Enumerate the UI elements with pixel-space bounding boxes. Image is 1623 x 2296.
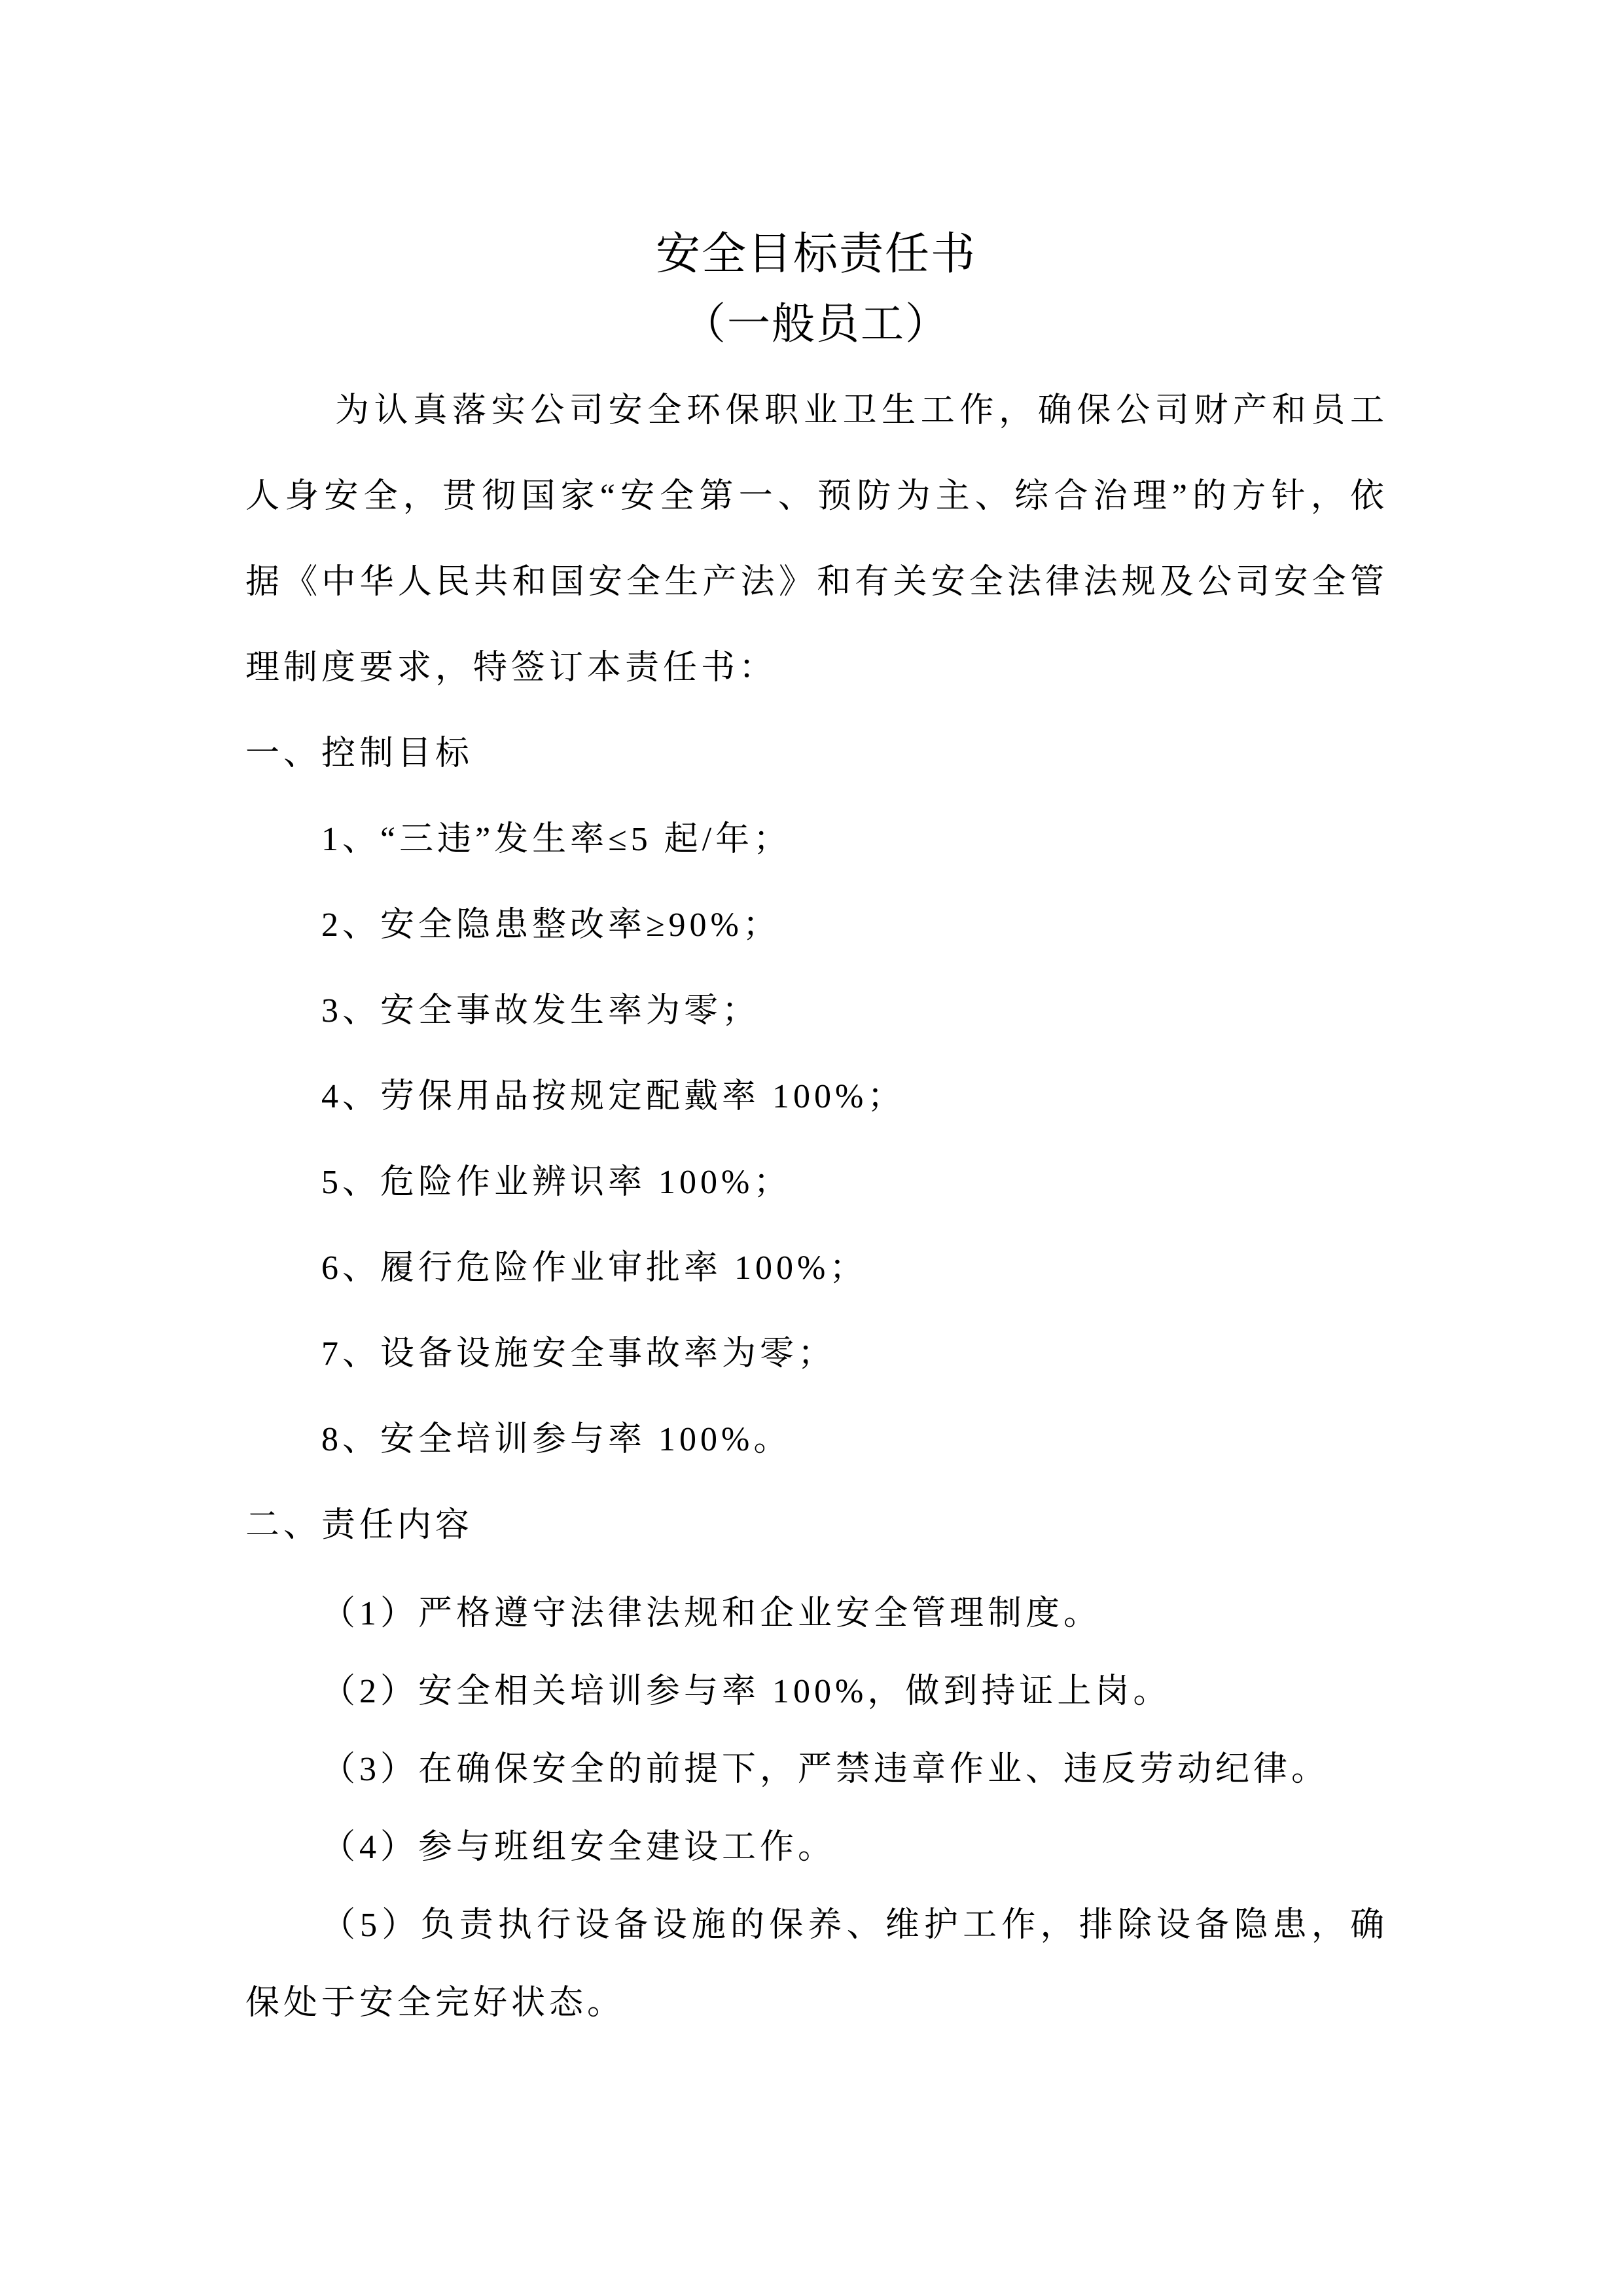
control-target-item-8: 8、安全培训参与率 100%。 (321, 1421, 792, 1458)
document-title: 安全目标责任书 (655, 229, 976, 279)
responsibility-item-4: （4）参与班组安全建设工作。 (321, 1829, 836, 1866)
responsibility-item-3: （3）在确保安全的前提下，严禁违章作业、违反劳动纪律。 (321, 1751, 1330, 1788)
control-target-item-4: 4、劳保用品按规定配戴率 100%； (321, 1078, 906, 1115)
responsibility-item-2: （2）安全相关培训参与率 100%，做到持证上岗。 (321, 1673, 1171, 1710)
control-target-item-5: 5、危险作业辨识率 100%； (321, 1164, 792, 1201)
intro-line-1: 为认真落实公司安全环保职业卫生工作，确保公司财产和员工 (335, 392, 1387, 429)
intro-line-4: 理制度要求，特签订本责任书： (245, 649, 777, 687)
control-target-item-6: 6、履行危险作业审批率 100%； (321, 1249, 868, 1287)
responsibility-list (245, 1575, 1387, 2042)
responsibility-item-5-line-2: 保处于安全完好状态。 (245, 1984, 626, 2022)
responsibility-item-5-line-1: （5）负责执行设备设施的保养、维护工作，排除设备隐患，确 (321, 1907, 1387, 1944)
document-subtitle: （一般员工） (683, 300, 950, 348)
section2-heading: 二、责任内容 (245, 1507, 474, 1544)
section1-heading: 一、控制目标 (245, 735, 474, 772)
control-target-item-3: 3、安全事故发生率为零； (321, 992, 760, 1030)
responsibility-item-1: （1）严格遵守法律法规和企业安全管理制度。 (321, 1595, 1102, 1632)
intro-line-2: 人身安全，贯彻国家“安全第一、预防为主、综合治理”的方针，依 (245, 478, 1387, 515)
control-target-item-7: 7、设备设施安全事故率为零； (321, 1335, 836, 1372)
control-target-item-1: 1、“三违”发生率≤5 起/年； (321, 821, 792, 858)
control-target-item-2: 2、安全隐患整改率≥90%； (321, 906, 781, 944)
intro-paragraph (245, 368, 1387, 711)
intro-line-3: 据《中华人民共和国安全生产法》和有关安全法律法规及公司安全管 (245, 564, 1387, 601)
